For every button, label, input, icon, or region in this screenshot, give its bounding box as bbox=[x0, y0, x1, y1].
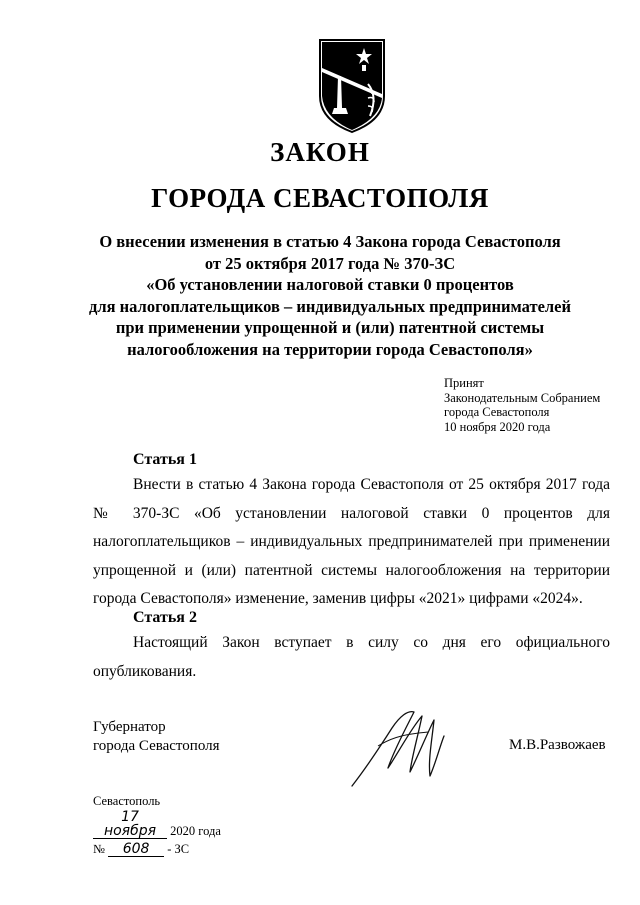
subject-line: О внесении изменения в статью 4 Закона города Севастополя bbox=[99, 232, 561, 251]
adoption-date: 10 ноября 2020 года bbox=[444, 419, 551, 434]
law-subject bbox=[60, 231, 600, 360]
subject-line: «Об установлении налоговой ставки 0 процентов bbox=[146, 275, 514, 294]
footer-place: Севастополь bbox=[93, 794, 161, 808]
signatory-title-line: Губернатор bbox=[93, 719, 166, 735]
adoption-line: Законодательным Собранием bbox=[444, 390, 601, 405]
article-2-heading: Статья 2 bbox=[133, 609, 197, 626]
signatory-name: М.В.Развожаев bbox=[509, 737, 606, 753]
footer-number-line bbox=[93, 840, 221, 858]
footer-year: 2020 года bbox=[167, 824, 221, 838]
footer-date-line bbox=[93, 810, 221, 840]
signature-icon bbox=[348, 706, 448, 788]
subject-line: для налогоплательщиков – индивидуальных предпринимателей bbox=[89, 296, 571, 316]
article-1-text: Внести в статью 4 Закона города Севастополя от 25 октября 2017 года № 370-ЗС «Об установлении налоговой ставки 0 процентов для налогоплательщиков – индивидуальных предпринимателей при применении упрощенной и (или) патентной системы налогообложения на территории города Севастополя» изменение, заменив цифры «2021» цифрами «2024». bbox=[93, 476, 610, 607]
subject-line: при применении упрощенной и (или) патентной системы bbox=[115, 318, 545, 337]
signatory-title-line: города Севастополя bbox=[93, 738, 220, 754]
subject-line: от 25 октября 2017 года № 370-ЗС bbox=[204, 253, 456, 273]
number-prefix: № bbox=[93, 842, 109, 856]
handwritten-number: 608 bbox=[108, 842, 164, 857]
handwritten-date: 17 ноября bbox=[93, 810, 167, 839]
signatory-title bbox=[93, 718, 220, 756]
law-title: ЗАКОН bbox=[270, 137, 370, 167]
number-suffix: - ЗС bbox=[164, 842, 190, 856]
city-title: ГОРОДА СЕВАСТОПОЛЯ bbox=[151, 183, 489, 213]
article-1-heading: Статья 1 bbox=[133, 451, 197, 468]
footer bbox=[93, 792, 221, 858]
coat-of-arms-icon bbox=[318, 38, 386, 134]
adoption-line: Принят bbox=[444, 376, 484, 390]
adoption-stamp bbox=[444, 376, 600, 434]
subject-line: налогообложения на территории города Севастополя» bbox=[127, 339, 533, 359]
adoption-line: города Севастополя bbox=[444, 405, 550, 419]
article-2-text: Настоящий Закон вступает в силу со дня его официального опубликования. bbox=[93, 634, 610, 680]
